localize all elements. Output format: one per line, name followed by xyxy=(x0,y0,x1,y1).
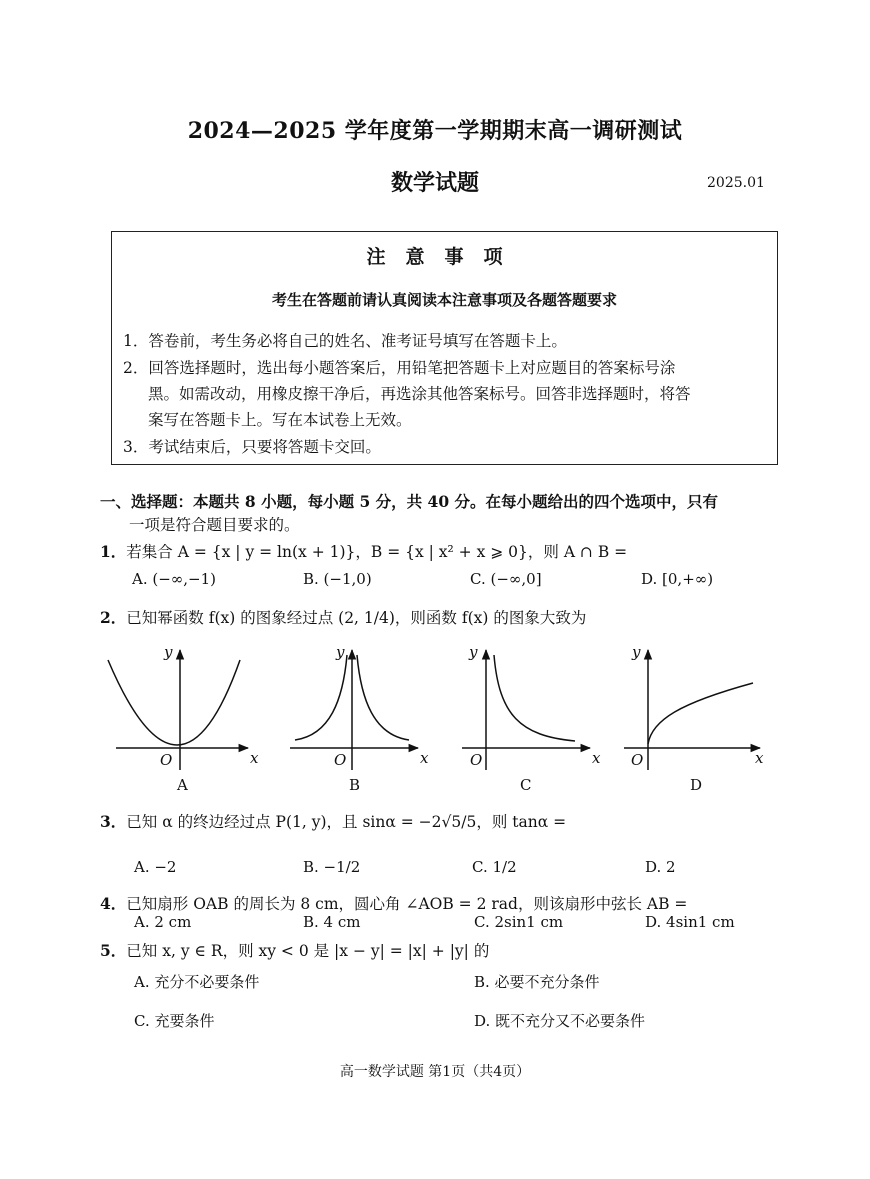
notice-item-1: 1．答卷前，考生务必将自己的姓名、准考证号填写在答题卡上。 xyxy=(123,332,567,350)
q4-option-a: A. 2 cm xyxy=(134,913,192,931)
graph-b xyxy=(290,650,418,770)
question-number: 4． xyxy=(100,894,127,913)
graph-b-x-label: x xyxy=(420,749,429,767)
notice-subtitle: 考生在答题前请认真阅读本注意事项及各题答题要求 xyxy=(271,291,617,309)
notice-item-2-cont2: 案写在答题卡上。写在本试卷上无效。 xyxy=(148,411,412,429)
section-heading-line2: 一项是符合题目要求的。 xyxy=(129,516,300,534)
graph-b-origin: O xyxy=(334,751,347,769)
q4-option-b: B. 4 cm xyxy=(303,913,361,931)
graph-a-y-label: y xyxy=(164,643,173,661)
exam-date: 2025.01 xyxy=(707,175,765,191)
section-heading-line1: 一、选择题：本题共 8 小题，每小题 5 分，共 40 分。在每小题给出的四个选项中，只有 xyxy=(100,492,719,511)
question-stem: 若集合 A = {x | y = ln(x + 1)}，B = {x | x² + x ⩾ 0}，则 A ∩ B = xyxy=(126,543,628,561)
graph-c-x-label: x xyxy=(592,749,601,767)
graph-d-label: D xyxy=(690,776,703,794)
q5-option-b: B. 必要不充分条件 xyxy=(474,973,600,991)
q5-option-c: C. 充要条件 xyxy=(134,1012,215,1030)
question-stem: 已知 x, y ∈ R，则 xy < 0 是 |x − y| = |x| + |y| 的 xyxy=(126,942,490,960)
q3-option-b: B. −1/2 xyxy=(303,858,361,876)
graph-c-label: C xyxy=(520,776,532,794)
q3-option-c: C. 1/2 xyxy=(472,858,517,876)
notice-title: 注意事项 xyxy=(366,246,523,268)
graph-a-origin: O xyxy=(160,751,173,769)
graph-a-x-label: x xyxy=(250,749,259,767)
graph-d-origin: O xyxy=(631,751,644,769)
graph-a-label: A xyxy=(177,776,188,794)
q3-option-a: A. −2 xyxy=(134,858,177,876)
notice-item-3: 3．考试结束后，只要将答题卡交回。 xyxy=(123,438,381,456)
question-5 xyxy=(100,939,489,961)
graph-c-y-label: y xyxy=(469,643,478,661)
graph-c-origin: O xyxy=(470,751,483,769)
graph-d-y-label: y xyxy=(632,643,641,661)
q1-option-d: D. [0,+∞) xyxy=(641,570,714,588)
question-number: 5． xyxy=(100,941,127,960)
q5-option-a: A. 充分不必要条件 xyxy=(134,973,260,991)
q3-option-d: D. 2 xyxy=(645,858,676,876)
graph-a xyxy=(108,650,248,770)
question-number: 3． xyxy=(100,812,127,831)
q4-option-d: D. 4sin1 cm xyxy=(645,913,735,931)
graph-b-y-label: y xyxy=(336,643,345,661)
notice-item-2: 2．回答选择题时，选出每小题答案后，用铅笔把答题卡上对应题目的答案标号涂 xyxy=(123,359,676,377)
exam-title: 2024—2025 学年度第一学期期末高一调研测试 xyxy=(187,118,683,144)
q5-option-d: D. 既不充分又不必要条件 xyxy=(474,1012,646,1030)
graph-b-label: B xyxy=(349,776,361,794)
question-number: 1． xyxy=(100,542,127,561)
graph-d-x-label: x xyxy=(755,749,764,767)
q1-option-c: C. (−∞,0] xyxy=(470,570,542,588)
q4-option-c: C. 2sin1 cm xyxy=(474,913,564,931)
q1-option-b: B. (−1,0) xyxy=(303,570,372,588)
exam-subtitle: 数学试题 xyxy=(390,170,479,196)
question-number: 2． xyxy=(100,608,127,627)
question-stem: 已知 α 的终边经过点 P(1, y)，且 sinα = −2√5/5，则 tanα = xyxy=(126,813,567,831)
question-3 xyxy=(100,810,566,832)
question-stem: 已知扇形 OAB 的周长为 8 cm，圆心角 ∠AOB = 2 rad，则该扇形中弦长 AB = xyxy=(126,895,688,913)
page-footer: 高一数学试题 第1页（共4页） xyxy=(339,1064,531,1080)
q1-option-a: A. (−∞,−1) xyxy=(132,570,217,588)
notice-item-2-cont: 黑。如需改动，用橡皮擦干净后，再选涂其他答案标号。回答非选择题时，将答 xyxy=(148,385,691,403)
question-stem: 已知幂函数 f(x) 的图象经过点 (2, 1/4)，则函数 f(x) 的图象大致为 xyxy=(126,609,587,627)
graph-d xyxy=(624,650,760,770)
question-4 xyxy=(100,892,687,914)
